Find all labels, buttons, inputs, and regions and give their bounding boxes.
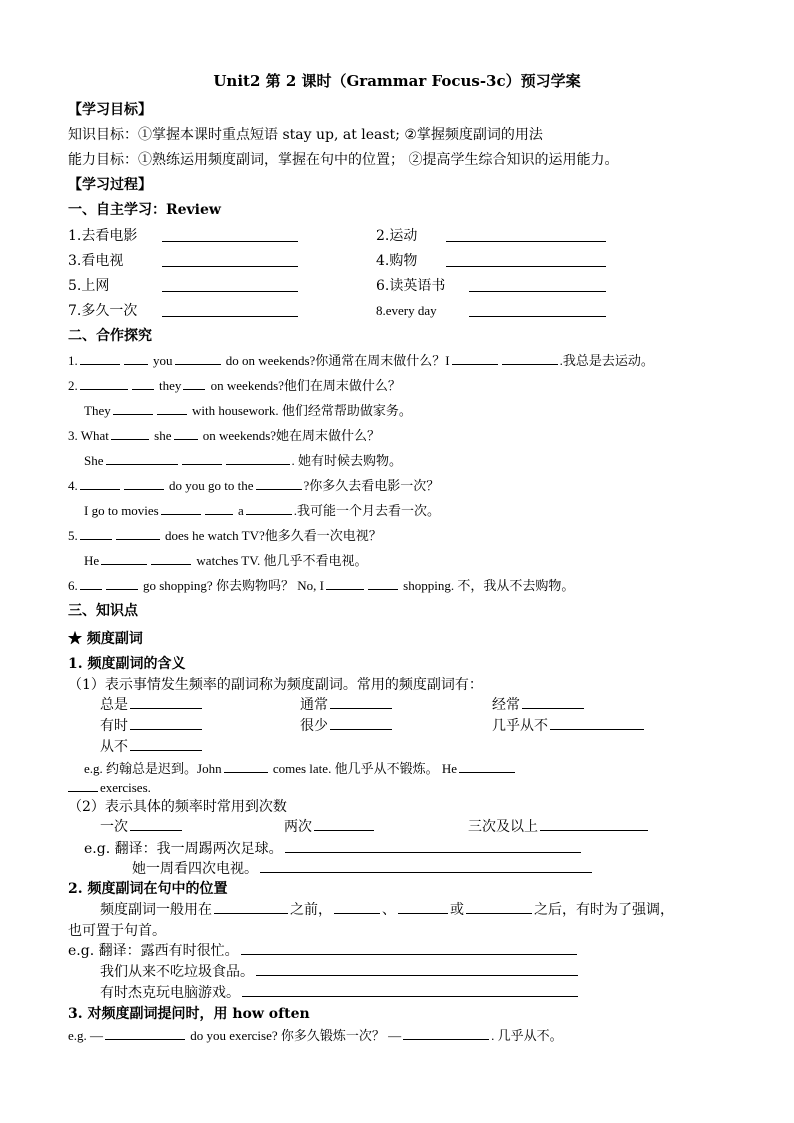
answer-blank[interactable] xyxy=(226,451,290,465)
translation-4: 我们从来不吃垃圾食品。 xyxy=(100,962,580,982)
answer-blank[interactable] xyxy=(522,695,584,709)
answer-blank[interactable] xyxy=(403,1026,489,1040)
question-4: 4. do you go to the ?你多久去看电影一次？ xyxy=(68,478,440,493)
section2-heading: 二、合作探究 xyxy=(68,328,152,344)
answer-blank[interactable] xyxy=(224,759,268,773)
question-6: 6. go shopping? 你去购物吗？ No, I shopping. 不，我从不去购物。 xyxy=(68,578,575,593)
question-2: 2. they on weekends?他们在周末做什么？ xyxy=(68,378,401,393)
answer-blank[interactable] xyxy=(246,501,292,515)
answer-blank[interactable] xyxy=(183,376,205,390)
answer-blank[interactable] xyxy=(540,817,648,831)
meaning-description: （1）表示事情发生频率的副词称为频度副词。常用的频度副词有： xyxy=(68,677,483,693)
position-rule-cont: 也可置于句首。 xyxy=(68,923,166,939)
adverb-item: 几乎从不 xyxy=(492,716,646,736)
example-1-cont: exercises. xyxy=(68,778,151,798)
answer-blank[interactable] xyxy=(241,941,577,955)
answer-blank[interactable] xyxy=(106,576,138,590)
answer-blank[interactable] xyxy=(105,1026,185,1040)
answer-blank[interactable] xyxy=(368,576,398,590)
answer-blank[interactable] xyxy=(214,900,288,914)
ability-goal: 能力目标：①熟练运用频度副词，掌握在句中的位置； ②提高学生综合知识的运用能力。 xyxy=(68,152,619,168)
subheading-position: 2. 频度副词在句中的位置 xyxy=(68,881,228,897)
review-item: 1.去看电影 xyxy=(68,228,138,244)
answer-blank[interactable] xyxy=(124,476,164,490)
answer-blank[interactable] xyxy=(162,278,298,292)
frequency-adverbs-heading: ★ 频度副词 xyxy=(68,631,143,647)
review-item: 3.看电视 xyxy=(68,253,124,269)
question-5: 5. does he watch TV?他多久看一次电视？ xyxy=(68,528,382,543)
adverb-item: 有时 xyxy=(100,716,204,736)
answer-blank[interactable] xyxy=(162,303,298,317)
review-item: 5.上网 xyxy=(68,278,110,294)
review-item: 7.多久一次 xyxy=(68,303,138,319)
question-2-answer: They with housework. 他们经常帮助做家务。 xyxy=(84,403,412,418)
question-5-answer: He watches TV. 他几乎不看电视。 xyxy=(84,553,368,568)
translation-1: e.g. 翻译：我一周踢两次足球。 xyxy=(84,839,583,859)
answer-blank[interactable] xyxy=(398,900,448,914)
answer-blank[interactable] xyxy=(314,817,374,831)
translation-5: 有时杰克玩电脑游戏。 xyxy=(100,983,580,1003)
answer-blank[interactable] xyxy=(162,228,298,242)
answer-blank[interactable] xyxy=(469,278,606,292)
subheading-meaning: 1. 频度副词的含义 xyxy=(68,656,186,672)
review-item: 6.读英语书 xyxy=(376,278,446,294)
answer-blank[interactable] xyxy=(116,526,160,540)
answer-blank[interactable] xyxy=(80,351,120,365)
answer-blank[interactable] xyxy=(242,983,578,997)
answer-blank[interactable] xyxy=(326,576,364,590)
review-item: 2.运动 xyxy=(376,228,418,244)
answer-blank[interactable] xyxy=(205,501,233,515)
example-1: e.g. 约翰总是迟到。John comes late. 他几乎从不锻炼。 He xyxy=(84,759,517,779)
adverb-item: 很少 xyxy=(300,716,394,736)
answer-blank[interactable] xyxy=(285,839,581,853)
translation-2: 她一周看四次电视。 xyxy=(132,859,594,879)
example-how-often: e.g. — do you exercise? 你多久锻炼一次？ — . 几乎从不。 xyxy=(68,1028,563,1043)
process-heading: 【学习过程】 xyxy=(68,177,152,193)
times-description: （2）表示具体的频率时常用到次数 xyxy=(68,799,287,815)
answer-blank[interactable] xyxy=(469,303,606,317)
answer-blank[interactable] xyxy=(130,695,202,709)
answer-blank[interactable] xyxy=(80,376,128,390)
answer-blank[interactable] xyxy=(502,351,558,365)
answer-blank[interactable] xyxy=(132,376,154,390)
answer-blank[interactable] xyxy=(80,476,120,490)
answer-blank[interactable] xyxy=(260,859,592,873)
question-4-answer: I go to movies a .我可能一个月去看一次。 xyxy=(84,503,441,518)
review-item: 4.购物 xyxy=(376,253,418,269)
answer-blank[interactable] xyxy=(130,737,202,751)
answer-blank[interactable] xyxy=(106,451,178,465)
answer-blank[interactable] xyxy=(446,253,606,267)
times-item: 两次 xyxy=(284,817,376,837)
section3-heading: 三、知识点 xyxy=(68,603,138,619)
answer-blank[interactable] xyxy=(111,426,149,440)
subheading-how-often: 3. 对频度副词提问时，用 how often xyxy=(68,1006,310,1022)
goals-heading: 【学习目标】 xyxy=(68,102,152,118)
answer-blank[interactable] xyxy=(68,778,98,792)
answer-blank[interactable] xyxy=(452,351,498,365)
translation-3: e.g. 翻译：露西有时很忙。 xyxy=(68,941,579,961)
answer-blank[interactable] xyxy=(130,817,182,831)
review-item: 8.every day xyxy=(376,303,437,318)
answer-blank[interactable] xyxy=(175,351,221,365)
times-item: 一次 xyxy=(100,817,184,837)
section1-heading: 一、自主学习：Review xyxy=(68,202,221,218)
question-1: 1. you do on weekends?你通常在周末做什么？I .我总是去运动。 xyxy=(68,353,654,368)
adverb-item: 通常 xyxy=(300,695,394,715)
answer-blank[interactable] xyxy=(101,551,147,565)
question-3: 3. What she on weekends?她在周末做什么？ xyxy=(68,428,381,443)
answer-blank[interactable] xyxy=(162,253,298,267)
answer-blank[interactable] xyxy=(256,476,302,490)
position-rule: 频度副词一般用在 之前， 、 或 之后，有时为了强调， xyxy=(100,902,674,918)
answer-blank[interactable] xyxy=(182,451,222,465)
answer-blank[interactable] xyxy=(330,716,392,730)
answer-blank[interactable] xyxy=(161,501,201,515)
adverb-item: 总是 xyxy=(100,695,204,715)
answer-blank[interactable] xyxy=(113,401,153,415)
answer-blank[interactable] xyxy=(334,900,380,914)
adverb-item: 从不 xyxy=(100,737,204,757)
answer-blank[interactable] xyxy=(446,228,606,242)
answer-blank[interactable] xyxy=(256,962,578,976)
times-item: 三次及以上 xyxy=(468,817,650,837)
answer-blank[interactable] xyxy=(466,900,532,914)
adverb-item: 经常 xyxy=(492,695,586,715)
page-title: Unit2 第 2 课时（Grammar Focus-3c）预习学案 xyxy=(213,72,581,90)
answer-blank[interactable] xyxy=(124,351,148,365)
knowledge-goal: 知识目标：①掌握本课时重点短语 stay up, at least; ②掌握频度副词的用法 xyxy=(68,127,543,143)
answer-blank[interactable] xyxy=(174,426,198,440)
answer-blank[interactable] xyxy=(80,576,102,590)
answer-blank[interactable] xyxy=(550,716,644,730)
answer-blank[interactable] xyxy=(459,759,515,773)
answer-blank[interactable] xyxy=(157,401,187,415)
answer-blank[interactable] xyxy=(330,695,392,709)
question-3-answer: She . 她有时候去购物。 xyxy=(84,453,403,468)
answer-blank[interactable] xyxy=(80,526,112,540)
answer-blank[interactable] xyxy=(130,716,202,730)
answer-blank[interactable] xyxy=(151,551,191,565)
